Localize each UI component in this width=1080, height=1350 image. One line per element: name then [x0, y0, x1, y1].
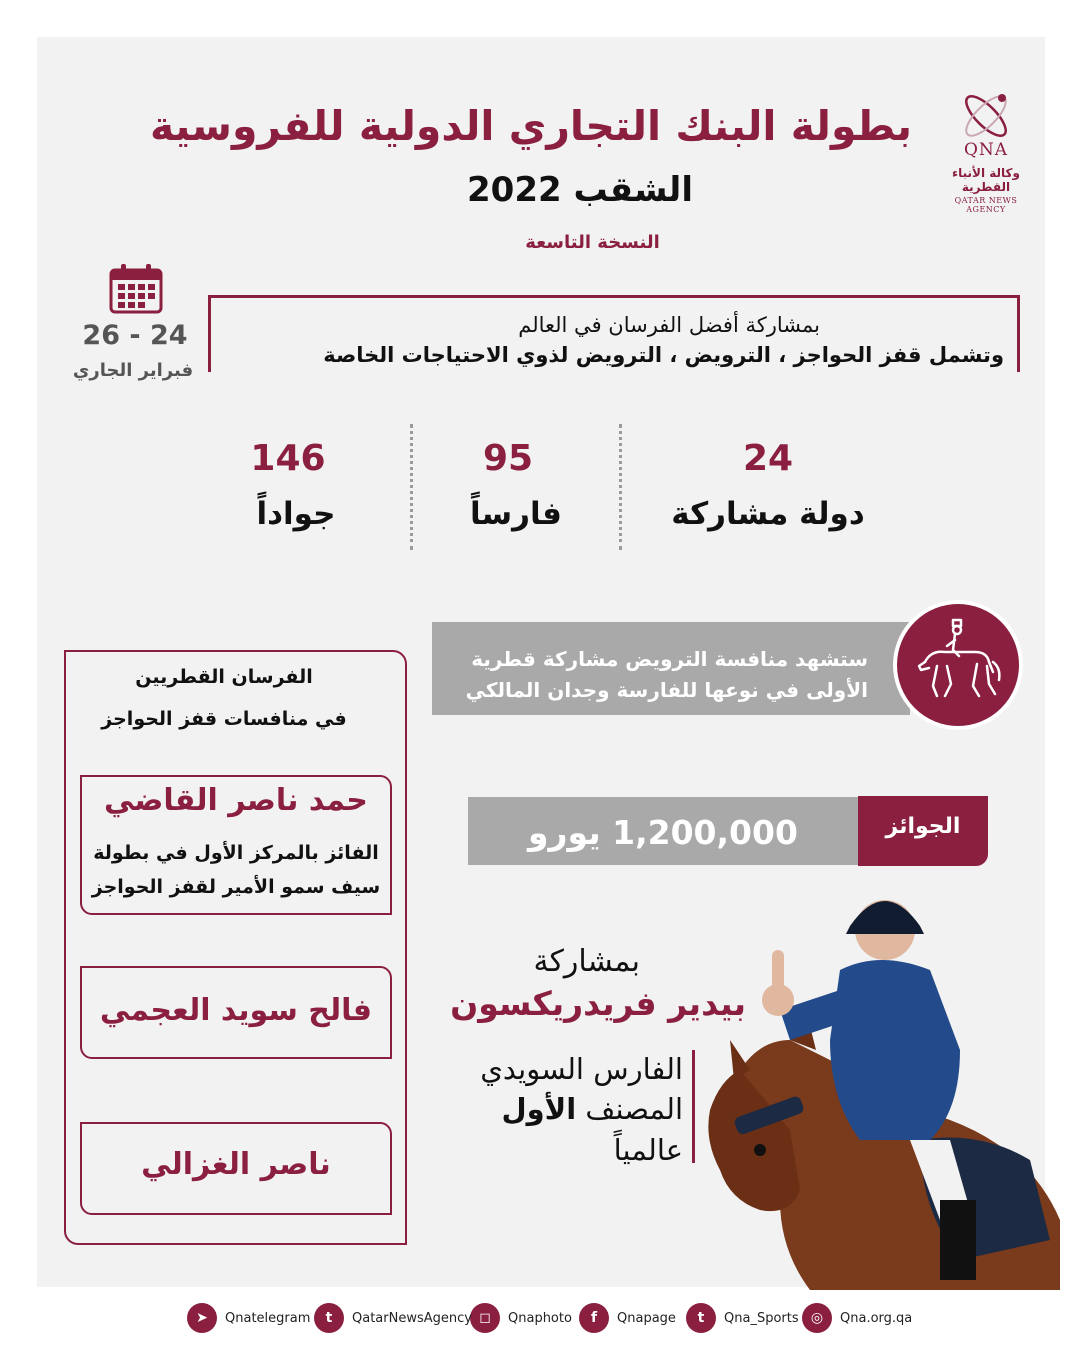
prize-label: الجوائز — [885, 814, 961, 839]
intro-line-1: بمشاركة أفضل الفرسان في العالم — [518, 313, 820, 337]
rider-card-note-1: الفائز بالمركز الأول في بطولة — [93, 842, 379, 864]
stat-riders-value: 95 — [482, 438, 534, 479]
date-month: فبراير الجاري — [72, 360, 194, 381]
social-link[interactable] — [802, 1300, 912, 1336]
social-link-text: QatarNewsAgency — [352, 1310, 472, 1326]
twitter-icon: t — [314, 1303, 344, 1333]
participation-intro: بمشاركة — [533, 944, 640, 979]
page-title: بطولة البنك التجاري الدولية للفروسية — [150, 102, 912, 150]
calendar-icon — [108, 262, 164, 314]
prize-value: 1,200,000 يورو — [528, 813, 798, 852]
social-link[interactable] — [314, 1300, 472, 1336]
qatari-riders-heading-2: في منافسات قفز الحواجز — [101, 708, 347, 730]
dressage-rider-icon — [893, 600, 1023, 730]
social-link-text: Qnapage — [617, 1310, 676, 1326]
rider-card-note-2: سيف سمو الأمير لقفز الحواجز — [91, 876, 381, 898]
edition-text: النسخة التاسعة — [525, 232, 660, 253]
rider-card-name: حمد ناصر القاضي — [104, 783, 368, 818]
rider-photo — [700, 890, 1070, 1290]
qna-emblem-icon — [956, 86, 1016, 146]
stat-horses-label: جواداً — [256, 496, 336, 532]
stat-countries-value: 24 — [742, 438, 794, 479]
rider-desc-bar — [692, 1050, 695, 1163]
social-link[interactable] — [187, 1300, 310, 1336]
dressage-line-2: الأولى في نوعها للفارسة وجدان المالكي — [465, 678, 868, 702]
stat-horses-value: 146 — [250, 438, 326, 479]
participation-rider-name: بيدير فريدريكسون — [450, 984, 746, 1023]
social-link[interactable] — [470, 1300, 572, 1336]
stat-riders-label: فارساً — [470, 496, 562, 532]
facebook-icon: f — [579, 1303, 609, 1333]
social-link-text: Qna_Sports — [724, 1310, 799, 1326]
rider-desc-line-3: عالمياً — [613, 1133, 683, 1167]
logo-english: QATAR NEWS AGENCY — [954, 196, 1018, 214]
twitter-icon: t — [686, 1303, 716, 1333]
rider-desc-line-1: الفارس السويدي — [480, 1052, 683, 1086]
instagram-icon: ◻ — [470, 1303, 500, 1333]
rider-card-name: ناصر الغزالي — [141, 1147, 331, 1182]
social-link-text: Qna.org.qa — [840, 1310, 913, 1326]
rider-desc-line-2 — [501, 1092, 683, 1126]
edition-label — [0, 232, 1080, 253]
qatari-riders-heading-1: الفرسان القطريين — [135, 666, 313, 688]
intro-line-2: وتشمل قفز الحواجز ، الترويض ، الترويض لذوي الاحتياجات الخاصة — [323, 343, 1004, 367]
rider-desc-rank-prefix: المصنف — [576, 1092, 683, 1126]
social-link[interactable] — [686, 1300, 799, 1336]
social-footer — [0, 1300, 1080, 1336]
subtitle-text: الشقب 2022 — [467, 170, 693, 210]
logo-arabic: وكالة الأنباء القطرية — [952, 166, 1020, 194]
date-range: 26 - 24 — [82, 320, 188, 351]
social-link-text: Qnaphoto — [508, 1310, 572, 1326]
page-subtitle — [0, 170, 1080, 210]
telegram-icon: ➤ — [187, 1303, 217, 1333]
dressage-line-1: ستشهد منافسة الترويض مشاركة قطرية — [471, 647, 868, 671]
social-link[interactable] — [579, 1300, 676, 1336]
social-link-text: Qnatelegram — [225, 1310, 311, 1326]
rider-card-name: فالح سويد العجمي — [99, 993, 373, 1028]
globe-icon: ◎ — [802, 1303, 832, 1333]
logo-name: QNA — [963, 140, 1009, 160]
rider-desc-rank: الأول — [501, 1092, 577, 1126]
stat-countries-label: دولة مشاركة — [671, 496, 865, 532]
